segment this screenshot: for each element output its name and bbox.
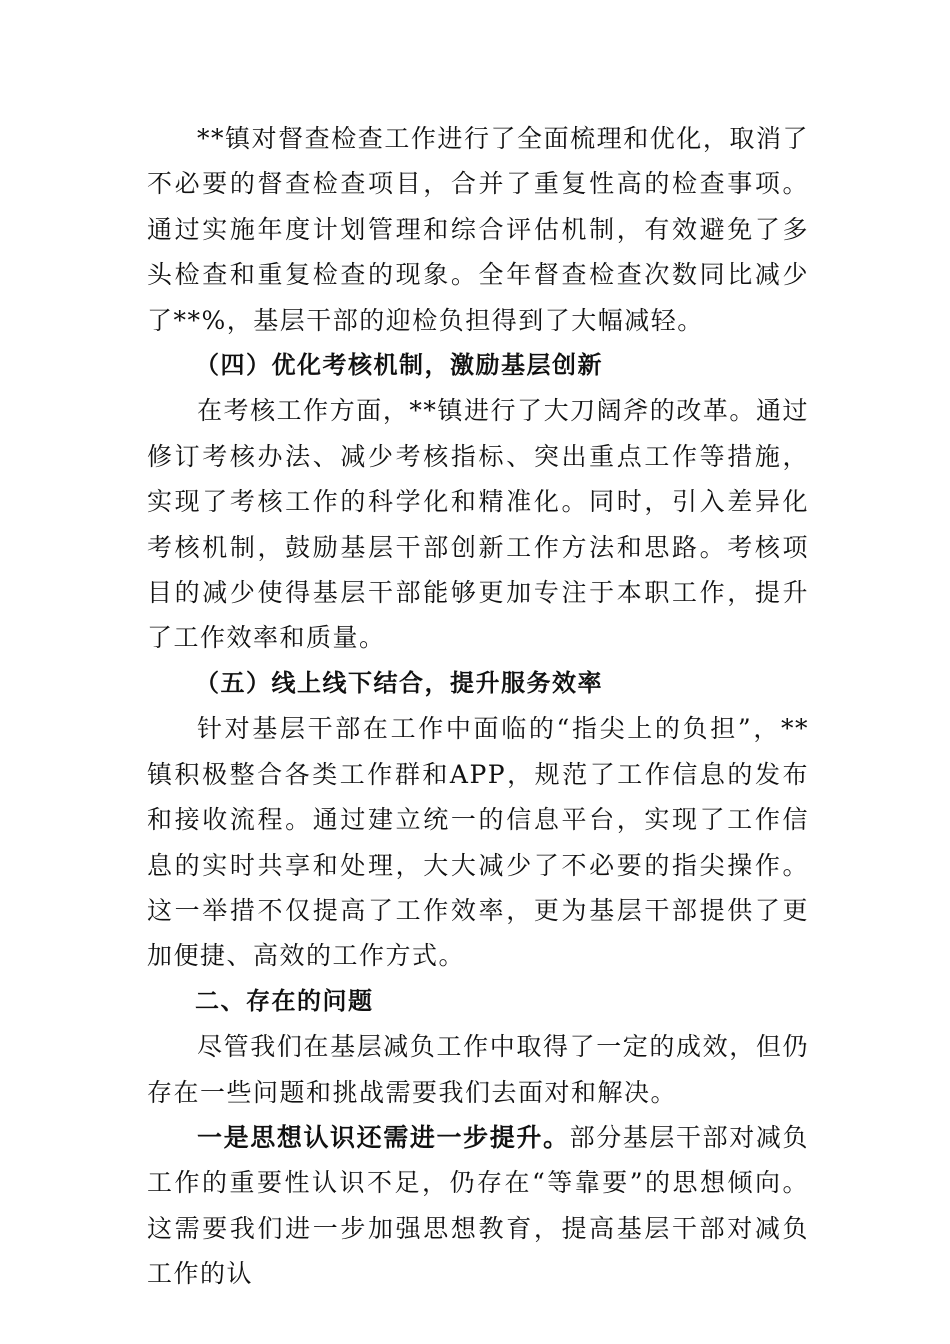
problem-one-lead: 一是思想认识还需进一步提升。 xyxy=(197,1122,570,1152)
paragraph-fingertip-burden: 针对基层干部在工作中面临的“指尖上的负担”，**镇积极整合各类工作群和APP，规范了工作信息的发布和接收流程。通过建立统一的信息平台，实现了工作信息的实时共享和处理，大大减少了不必要的指尖操作。这一举措不仅提高了工作效率，更为基层干部提供了更加便捷、高效的工作方式。 xyxy=(147,714,809,971)
paragraph-problems-intro: 尽管我们在基层减负工作中取得了一定的成效，但仍存在一些问题和挑战需要我们去面对和解决。 xyxy=(147,1032,809,1107)
paragraph-problem-one xyxy=(147,1115,809,1297)
paragraph-assessment-reform: 在考核工作方面，**镇进行了大刀阔斧的改革。通过修订考核办法、减少考核指标、突出重点工作等措施，实现了考核工作的科学化和精准化。同时，引入差异化考核机制，鼓励基层干部创新工作方法和思路。考核项目的减少使得基层干部能够更加专注于本职工作，提升了工作效率和质量。 xyxy=(147,396,809,653)
section-heading-problems: 二、存在的问题 xyxy=(195,986,374,1015)
document-body xyxy=(147,116,809,1297)
paragraph-inspection-optimization: **镇对督查检查工作进行了全面梳理和优化，取消了不必要的督查检查项目，合并了重复性高的检查事项。通过实施年度计划管理和综合评估机制，有效避免了多头检查和重复检查的现象。全年督查检查次数同比减少了**%，基层干部的迎检负担得到了大幅减轻。 xyxy=(147,124,809,335)
subheading-online-offline: （五）线上线下结合，提升服务效率 xyxy=(195,668,603,697)
subheading-assessment-mechanism: （四）优化考核机制，激励基层创新 xyxy=(195,351,603,380)
problem-one-body: 部分基层干部对减负工作的重要性认识不足，仍存在“等靠要”的思想倾向。这需要我们进一步加强思想教育，提高基层干部对减负工作的认 xyxy=(147,1122,809,1289)
